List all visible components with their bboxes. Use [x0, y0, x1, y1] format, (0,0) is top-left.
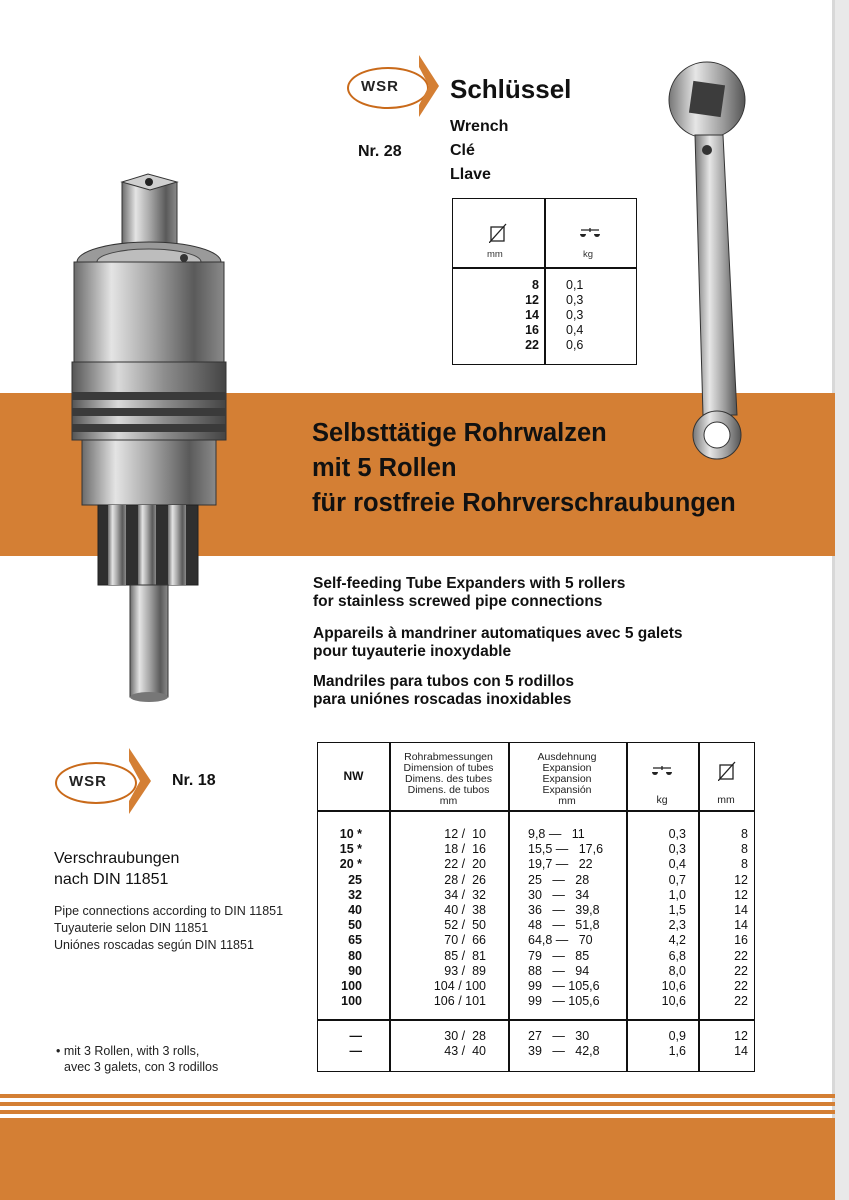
logo-text: WSR: [69, 773, 107, 790]
ratchet-wrench-image: [665, 55, 755, 465]
table-cell: 93 / 89: [444, 963, 486, 978]
table-cell: 10,6: [661, 994, 686, 1009]
table-cell: 32: [348, 887, 362, 902]
header-expansion-line: Expansion: [542, 762, 592, 774]
wrench-weight: 0,6: [566, 338, 584, 352]
expander-subtitle: Uniónes roscadas según DIN 11851: [54, 938, 254, 952]
expander-subtitle: Tuyauterie selon DIN 11851: [54, 921, 209, 935]
expander-title: [54, 848, 179, 890]
footnote: [56, 1043, 218, 1075]
wrench-weight: 0,3: [566, 308, 584, 322]
header-nw: NW: [343, 769, 364, 783]
table-cell: 100: [341, 979, 362, 993]
table-cell: 14: [734, 918, 748, 933]
table-cell: 0,7: [668, 872, 686, 887]
header-expansion-line: Expansión: [542, 784, 592, 796]
table-cell: 85 / 81: [444, 948, 486, 963]
stripe: [0, 1102, 835, 1106]
table-cell: 30 / 28: [444, 1029, 486, 1043]
wrench-weight-unit: kg: [583, 249, 594, 260]
wrench-size: 22: [525, 338, 539, 352]
header-dimension: [389, 752, 508, 807]
expander-table: [317, 742, 755, 1072]
table-cell: 28 / 26: [444, 872, 486, 887]
table-cell: 22: [734, 979, 748, 993]
description-fr-line: Appareils à mandriner automatiques avec 5 galets: [313, 625, 683, 642]
description-es: [313, 673, 574, 709]
logo-text: WSR: [361, 78, 399, 95]
lang-es: Llave: [450, 166, 491, 183]
header-dimension-line: Dimension of tubes: [403, 762, 494, 774]
table-cell: 1,5: [668, 903, 686, 917]
expander-title-line: Verschraubungen: [54, 850, 180, 867]
diameter-icon: [489, 223, 507, 243]
table-cell: 22: [734, 994, 748, 1009]
header-weight-unit: kg: [656, 794, 668, 806]
table-cell: 88 — 94: [528, 963, 590, 978]
footnote-line: • mit 3 Rollen, with 3 rolls,: [56, 1044, 200, 1058]
table-cell: 20 *: [339, 857, 362, 872]
table-cell: —: [349, 1029, 362, 1043]
lang-en: Wrench: [450, 118, 509, 135]
table-cell: 4,2: [668, 933, 686, 948]
headline-line-1: Selbsttätige Rohrwalzen: [312, 419, 607, 447]
table-cell: 12: [734, 887, 748, 902]
stripe: [0, 1110, 835, 1114]
table-cell: 43 / 40: [444, 1044, 486, 1059]
table-cell: 0,3: [668, 842, 686, 857]
expander-subtitle: Pipe connections according to DIN 11851: [54, 904, 284, 918]
table-cell: 106 / 101: [433, 994, 486, 1009]
table-cell: 36 — 39,8: [528, 903, 600, 917]
table-cell: 48 — 51,8: [528, 918, 600, 933]
table-cell: 65: [348, 933, 362, 948]
table-cell: 40: [348, 903, 362, 917]
table-cell: 18 / 16: [444, 842, 486, 857]
table-cell: 10 *: [339, 827, 362, 841]
table-cell: 0,3: [668, 827, 686, 841]
table-cell: 25 — 28: [528, 872, 590, 887]
table-cell: 14: [734, 903, 748, 917]
expander-title-line: nach DIN 11851: [54, 871, 169, 888]
table-cell: 8: [741, 842, 748, 857]
table-cell: 0,9: [668, 1029, 686, 1043]
scale-icon: [651, 765, 673, 777]
wrench-weights: [566, 278, 626, 353]
table-cell: 12 / 10: [444, 827, 486, 841]
description-fr-line: pour tuyauterie inoxydable: [313, 643, 512, 660]
table-cell: 22 / 20: [444, 857, 486, 872]
header-diameter-unit: mm: [717, 794, 735, 806]
header-expansion-line: mm: [558, 795, 576, 807]
table-cell: 70 / 66: [444, 933, 486, 948]
header-expansion-line: Expansion: [542, 773, 592, 785]
wrench-table: [452, 198, 637, 365]
description-en-line: for stainless screwed pipe connections: [313, 593, 603, 610]
wrench-size: 14: [525, 308, 539, 322]
description-en: [313, 575, 625, 611]
header-expansion-line: Ausdehnung: [537, 751, 597, 763]
table-cell: 27 — 30: [528, 1029, 590, 1043]
table-cell: 52 / 50: [444, 918, 486, 933]
table-cell: 0,4: [668, 857, 686, 872]
header-dimension-line: Dimens. des tubes: [405, 773, 492, 785]
table-cell: 22: [734, 948, 748, 963]
wrench-title: Schlüssel: [450, 74, 572, 104]
tube-expander-image: [60, 170, 310, 715]
table-cell: 8: [741, 827, 748, 841]
logo-arrow-icon: [417, 55, 439, 117]
expander-number: Nr. 18: [172, 772, 216, 789]
table-cell: 80: [348, 948, 362, 963]
header-dimension-line: Dimens. de tubos: [407, 784, 490, 796]
table-cell: 1,6: [668, 1044, 686, 1059]
table-cell: 19,7 — 22: [528, 857, 593, 872]
wrench-size: 12: [525, 293, 539, 307]
wrench-size-unit: mm: [487, 249, 503, 260]
stripe-bottom-band: [0, 1118, 835, 1200]
table-cell: 40 / 38: [444, 903, 486, 917]
table-cell: 6,8: [668, 948, 686, 963]
wrench-weight: 0,1: [566, 278, 584, 292]
stripe: [0, 1094, 835, 1098]
logo-arrow-icon: [127, 748, 151, 814]
table-cell: 15 *: [339, 842, 362, 857]
table-cell: 8,0: [668, 963, 686, 978]
page-edge-shadow: [832, 0, 835, 1200]
table-cell: 9,8 — 11: [528, 827, 585, 841]
wrench-number: Nr. 28: [358, 143, 402, 160]
table-cell: 15,5 — 17,6: [528, 842, 604, 857]
description-en-line: Self-feeding Tube Expanders with 5 rollers: [313, 575, 626, 592]
footnote-line: avec 3 galets, con 3 rodillos: [64, 1060, 219, 1074]
wrench-weight: 0,4: [566, 323, 584, 337]
table-cell: 99 — 105,6: [528, 979, 600, 993]
table-cell: 16: [734, 933, 748, 948]
table-cell: 10,6: [661, 979, 686, 993]
table-cell: 12: [734, 872, 748, 887]
description-es-line: Mandriles para tubos con 5 rodillos: [313, 673, 574, 690]
wrench-size: 8: [532, 278, 539, 292]
diameter-icon: [718, 761, 736, 781]
expander-subtitles: [54, 903, 283, 954]
table-cell: 104 / 100: [433, 979, 486, 993]
header-dimension-line: Rohrabmessungen: [404, 751, 493, 763]
header-dimension-line: mm: [439, 795, 458, 807]
wrench-sizes: [453, 278, 539, 353]
wsr-logo-bottom: [53, 748, 153, 814]
wrench-weight: 0,3: [566, 293, 584, 307]
headline-line-2: mit 5 Rollen: [312, 454, 457, 482]
table-cell: 22: [734, 963, 748, 978]
table-cell: 79 — 85: [528, 948, 590, 963]
description-fr: [313, 625, 683, 661]
table-cell: 14: [734, 1044, 748, 1059]
table-cell: 25: [348, 872, 362, 887]
scale-icon: [579, 227, 601, 239]
header-expansion: [508, 752, 626, 807]
table-cell: 99 — 105,6: [528, 994, 600, 1009]
table-cell: 30 — 34: [528, 887, 590, 902]
table-cell: 90: [348, 963, 362, 978]
description-es-line: para uniónes roscadas inoxidables: [313, 691, 572, 708]
table-cell: 2,3: [668, 918, 686, 933]
wrench-size: 16: [525, 323, 539, 337]
table-cell: 39 — 42,8: [528, 1044, 600, 1059]
wrench-languages: [450, 115, 508, 187]
headline-line-3: für rostfreie Rohrverschraubungen: [312, 489, 736, 517]
table-cell: 1,0: [668, 887, 686, 902]
table-cell: 34 / 32: [444, 887, 486, 902]
wsr-logo-top: [345, 55, 440, 117]
table-cell: 64,8 — 70: [528, 933, 593, 948]
table-cell: 100: [341, 994, 362, 1009]
table-cell: —: [349, 1044, 362, 1059]
table-cell: 50: [348, 918, 362, 933]
table-cell: 12: [734, 1029, 748, 1043]
page-edge: [835, 0, 849, 1200]
lang-fr: Clé: [450, 142, 475, 159]
table-cell: 8: [741, 857, 748, 872]
